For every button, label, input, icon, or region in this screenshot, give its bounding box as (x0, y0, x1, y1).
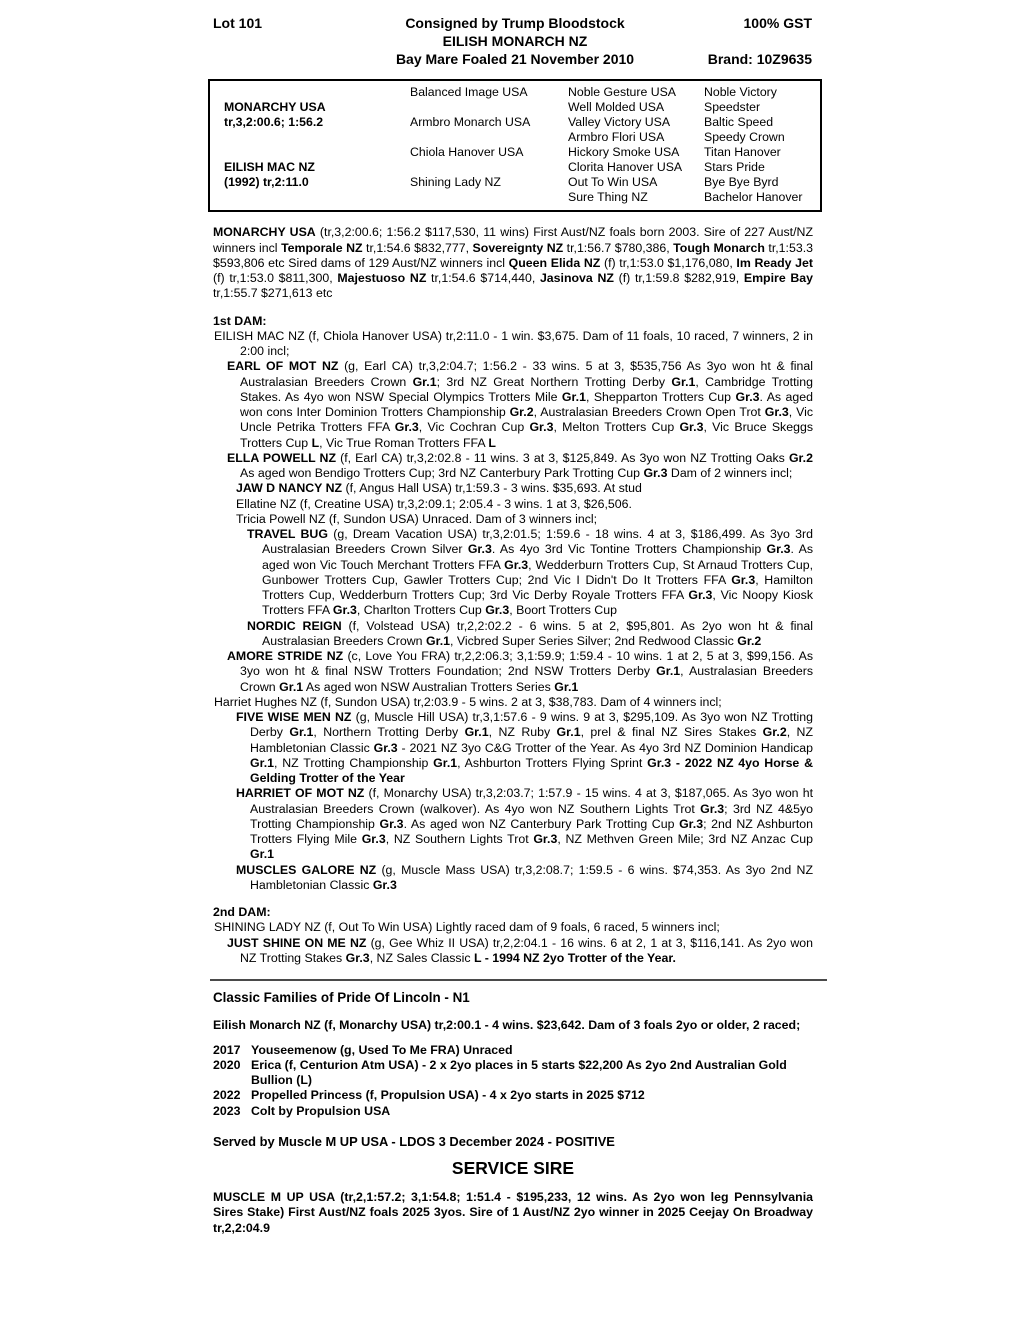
progeny-text: Colt by Propulsion USA (251, 1103, 391, 1118)
consignor-line: Consigned by Trump Bloodstock (405, 15, 625, 31)
pedigree-dam-record: (1992) tr,2:11.0 (224, 175, 309, 190)
dam-progeny-entry: Harriet Hughes NZ (f, Sundon USA) tr,2:03.9 - 5 wins. 2 at 3, $38,783. Dam of 4 winners incl; (214, 694, 722, 709)
pedigree-table (208, 79, 822, 212)
service-sire-paragraph: MUSCLE M UP USA (tr,2,1:57.2; 3,1:54.8; 1:51.4 - $195,233, 12 wins. As 2yo won leg Pennsylvania Sires Stake) First Aust/NZ foals 2025 3yos. Sire of 1 Aust/NZ 2yo winner in 2025 Ceejay On Broadway tr,2,2:04.9 (213, 1190, 813, 1235)
pedigree-cell: Noble Gesture USA (568, 85, 676, 99)
pedigree-sire-record: tr,3,2:00.6; 1:56.2 (224, 115, 324, 130)
pedigree-cell: Bye Bye Byrd (704, 175, 779, 190)
dam-progeny-entry: SHINING LADY NZ (f, Out To Win USA) Lightly raced dam of 9 foals, 6 raced, 5 winners incl; (214, 920, 720, 935)
dam-progeny-entry: JUST SHINE ON ME NZ (g, Gee Whiz II USA) tr,2,2:04.1 - 16 wins. 6 at 2, 1 at 3, $116,141. As 2yo won NZ Trotting Stakes Gr.3, NZ Sales Classic L - 1994 NZ 2yo Trotter of the Year. (227, 935, 813, 965)
service-sire-heading: SERVICE SIRE (451, 1158, 575, 1179)
header-row-2 (208, 32, 822, 50)
section-divider (210, 979, 827, 981)
progeny-text: Erica (f, Centurion Atm USA) - 2 x 2yo places in 5 starts $22,200 As 2yo 2nd Australian Gold Bullion (L) (251, 1057, 787, 1088)
pedigree-cell: Chiola Hanover USA (410, 145, 524, 160)
progeny-year: 2017 (213, 1042, 241, 1057)
pedigree-cell: Speedy Crown (704, 130, 785, 145)
brand-number: Brand: 10Z9635 (707, 51, 812, 67)
progeny-year: 2020 (213, 1057, 241, 1072)
progeny-list (213, 1043, 813, 1119)
dam-progeny-entry: Ellatine NZ (f, Creatine USA) tr,3,2:09.1; 2:05.4 - 3 wins. 1 at 3, $26,506. (236, 496, 632, 511)
progeny-row (213, 1104, 813, 1119)
dam-progeny-entry: NORDIC REIGN (f, Volstead USA) tr,2,2:02.2 - 6 wins. 5 at 2, $95,801. As 2yo won ht & final Australasian Breeders Crown Gr.1, Vicbred Super Series Silver; 2nd Redwood Classic Gr.2 (247, 618, 813, 648)
dam-progeny-entry: EILISH MAC NZ (f, Chiola Hanover USA) tr,2:11.0 - 1 win. $3,675. Dam of 11 foals, 10 raced, 7 winners, 2 in 2:00 incl; (214, 328, 813, 359)
dam-progeny-entry: ELLA POWELL NZ (f, Earl CA) tr,3,2:02.8 - 11 wins. 3 at 3, $125,849. As 3yo won NZ Trotting Oaks Gr.2 As aged won Bendigo Trotters Cup; 3rd NZ Canterbury Park Trotting Cup Gr.3 Dam of 2 winners incl; (227, 450, 813, 481)
pedigree-sire-name: MONARCHY USA (224, 100, 326, 115)
pedigree-cell: Noble Victory (704, 85, 777, 99)
header-row-1 (208, 14, 822, 32)
dam-progeny-entry: EARL OF MOT NZ (g, Earl CA) tr,3,2:04.7; 1:56.2 - 33 wins. 5 at 3, $535,756 As 3yo won ht & final Australasian Breeders Crown Gr.1; 3rd NZ Great Northern Trotting Derby Gr.1, Cambridge Trotting Stakes. As 4yo won NSW Special Olympics Trotters Mile Gr.1, Shepparton Trotters Cup Gr.3. As aged won cons Inter Dominion Trotters Championship Gr.2, Australasian Breeders Crown Open Trot Gr.3, Vic Uncle Petrika Trotters FFA Gr.3, Vic Cochran Cup Gr.3, Melton Trotters Cup Gr.3, Vic Bruce Skeggs Trotters Cup L, Vic True Roman Trotters FFA L (227, 359, 814, 450)
page-body (213, 225, 813, 1236)
pedigree-cell: Hickory Smoke USA (568, 145, 680, 160)
page-content (208, 14, 822, 1236)
pedigree-cell: Clorita Hanover USA (568, 160, 683, 175)
mare-summary-paragraph: Eilish Monarch NZ (f, Monarchy USA) tr,2:00.1 - 4 wins. $23,642. Dam of 3 foals 2yo or older, 2 raced; (213, 1018, 801, 1033)
pedigree-cell: Out To Win USA (568, 175, 658, 190)
sire-summary-paragraph: MONARCHY USA (tr,3,2:00.6; 1:56.2 $117,530, 11 wins) First Aust/NZ foals born 2003. Sire of 227 Aust/NZ winners incl Temporale NZ tr,1:54.6 $832,777, Sovereignty NZ tr,1:56.7 $780,386, Tough Monarch tr,1:53.3 $593,806 etc Sired dams of 129 Aust/NZ winners incl Queen Elida NZ (f) tr,1:53.0 $1,176,080, Im Ready Jet (f) tr,1:53.0 $811,300, Majestuoso NZ tr,1:54.6 $714,440, Jasinova NZ (f) tr,1:59.8 $282,919, Empire Bay tr,1:55.7 $271,613 etc (213, 225, 814, 301)
pedigree-cell: Valley Victory USA (568, 115, 671, 130)
gst-note: 100% GST (743, 15, 812, 31)
pedigree-cell: Stars Pride (704, 160, 765, 175)
pedigree-dam-name: EILISH MAC NZ (224, 160, 315, 175)
progeny-year: 2023 (213, 1103, 241, 1118)
pedigree-cell: Speedster (704, 100, 761, 115)
service-sire-section (213, 1134, 813, 1236)
first-dam-section (213, 314, 813, 894)
classic-families-section (213, 990, 813, 1119)
pedigree-cell: Armbro Monarch USA (410, 115, 531, 130)
classic-families-heading: Classic Families of Pride Of Lincoln - N1 (213, 990, 470, 1006)
progeny-text: Propelled Princess (f, Propulsion USA) - 4 x 2yo starts in 2025 $712 (251, 1088, 645, 1103)
pedigree-cell: Baltic Speed (704, 115, 774, 130)
second-dam-heading: 2nd DAM: (213, 905, 271, 920)
progeny-row (213, 1058, 813, 1089)
dam-progeny-entry: TRAVEL BUG (g, Dream Vacation USA) tr,3,2:01.5; 1:59.6 - 18 wins. 4 at 3, $186,499. As 3yo 3rd Australasian Breeders Crown Silver Gr.3. As 4yo 3rd Vic Tontine Trotters Championship Gr.3. As aged won Vic Touch Merchant Trotters FFA Gr.3, Wedderburn Trotters Cup, St Arnaud Trotters Cup, Gunbower Trotters Cup, Gawler Trotters Cup; 2nd Vic I Didn't Do It Trotters FFA Gr.3, Hamilton Trotters Cup, Wedderburn Trotters Cup; 3rd Vic Derby Royale Trotters FFA Gr.3, Vic Noopy Kiosk Trotters FFA Gr.3, Charlton Trotters Cup Gr.3, Boort Trotters Cup (247, 527, 813, 618)
progeny-text: Youseemenow (g, Used To Me FRA) Unraced (251, 1042, 513, 1057)
pedigree-cell: Armbro Flori USA (568, 130, 665, 145)
dam-progeny-entry: MUSCLES GALORE NZ (g, Muscle Mass USA) tr,3,2:08.7; 1:59.5 - 6 wins. $74,353. As 3yo 2nd NZ Hambletonian Classic Gr.3 (236, 862, 813, 892)
dam-progeny-entry: HARRIET OF MOT NZ (f, Monarchy USA) tr,3,2:03.7; 1:57.9 - 15 wins. 4 at 3, $187,065. As 3yo won ht Australasian Breeders Crown (walkover). As 4yo won NZ Southern Lights Trot Gr.3; 3rd NZ 4&5yo Trotting Championship Gr.3. As aged won NZ Canterbury Park Trotting Cup Gr.3; 2nd NZ Ashburton Trotters Flying Mile Gr.3, NZ Southern Lights Trot Gr.3, NZ Methven Green Mile; 3rd NZ Anzac Cup Gr.1 (236, 786, 814, 862)
pedigree-cell: Sure Thing NZ (568, 190, 648, 205)
dam-progeny-entry: FIVE WISE MEN NZ (g, Muscle Hill USA) tr,3,1:57.6 - 9 wins. 9 at 3, $295,109. As 3yo won NZ Trotting Derby Gr.1, Northern Trotting Derby Gr.1, NZ Ruby Gr.1, prel & final NZ Sires Stakes Gr.2, NZ Hambletonian Classic Gr.3 - 2021 NZ 3yo C&G Trotter of the Year. As 4yo 3rd NZ Dominion Handicap Gr.1, NZ Trotting Championship Gr.1, Ashburton Trotters Flying Sprint Gr.3 - 2022 NZ 4yo Horse & Gelding Trotter of the Year (236, 710, 814, 786)
pedigree-cell: Well Molded USA (568, 100, 665, 115)
pedigree-cell: Shining Lady NZ (410, 175, 501, 190)
pedigree-cell: Titan Hanover (704, 145, 781, 160)
dam-progeny-entry: Tricia Powell NZ (f, Sundon USA) Unraced. Dam of 3 winners incl; (236, 511, 598, 526)
second-dam-section (213, 905, 813, 966)
first-dam-heading: 1st DAM: (213, 313, 267, 328)
lot-number: Lot 101 (213, 15, 263, 31)
dam-progeny-entry: AMORE STRIDE NZ (c, Love You FRA) tr,2,2:06.3; 3,1:59.9; 1:59.4 - 10 wins. 1 at 2, 5 at 3, $99,156. As 3yo won ht & final NSW Trotters Foundation; 2nd NSW Trotters Derby Gr.1, Australasian Breeders Crown Gr.1 As aged won NSW Australian Trotters Series Gr.1 (227, 649, 814, 694)
progeny-year: 2022 (213, 1088, 241, 1103)
progeny-row (213, 1043, 813, 1058)
served-by-line: Served by Muscle M UP USA - LDOS 3 December 2024 - POSITIVE (213, 1133, 615, 1149)
dam-progeny-entry: JAW D NANCY NZ (f, Angus Hall USA) tr,1:59.3 - 3 wins. $35,693. At stud (236, 481, 642, 496)
header-row-3 (208, 50, 822, 68)
pedigree-cell: Balanced Image USA (410, 85, 528, 99)
horse-name: EILISH MONARCH NZ (442, 33, 588, 49)
pedigree-cell: Bachelor Hanover (704, 190, 803, 205)
foaling-details: Bay Mare Foaled 21 November 2010 (395, 51, 635, 67)
page-header (208, 14, 822, 68)
progeny-row (213, 1088, 813, 1103)
